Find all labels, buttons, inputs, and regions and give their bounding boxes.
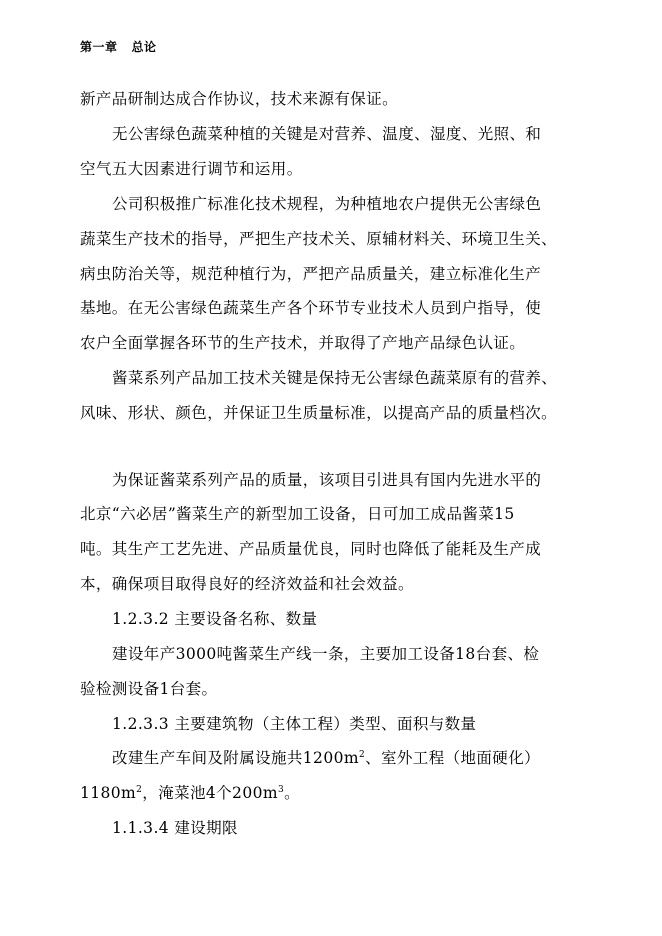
text-line: 酱菜系列产品加工技术关键是保持无公害绿色蔬菜原有的营养、 [112, 369, 558, 387]
section-heading: 1.2.3.3 主要建筑物（主体工程）类型、面积与数量 [112, 715, 477, 733]
text-line: 为保证酱菜系列产品的质量，该项目引进具有国内先进水平的 [112, 471, 542, 489]
text-line: 风味、形状、颜色，并保证卫生质量标准，以提高产品的质量档次。 [80, 404, 558, 422]
text-line: 蔬菜生产技术的指导，严把生产技术关、原辅材料关、环境卫生关、 [80, 230, 558, 248]
text-line: 基地。在无公害绿色蔬菜生产各个环节专业技术人员到户指导，使 [80, 299, 542, 317]
text-line: 农户全面掌握各环节的生产技术，并取得了产地产品绿色认证。 [80, 334, 526, 352]
superscript: 2 [136, 785, 143, 795]
text-line: 空气五大因素进行调节和运用。 [80, 160, 303, 178]
text-line: 公司积极推广标准化技术规程，为种植地农户提供无公害绿色 [112, 195, 542, 213]
text-line: 北京“六必居”酱菜生产的新型加工设备，日可加工成品酱菜15 [80, 505, 515, 523]
text-line: $1180m^2$，淹菜池4个$200m^3$。 [80, 784, 300, 802]
text-line: 本，确保项目取得良好的经济效益和社会效益。 [80, 575, 414, 593]
text-line: 无公害绿色蔬菜种植的关键是对营养、温度、湿度、光照、和 [112, 125, 542, 143]
text-line: 改建生产车间及附属设施共$1200m^2$、室外工程（地面硬化） [112, 749, 540, 767]
chapter-title: 总论 [131, 40, 157, 54]
text-line: 验检测设备1台套。 [80, 680, 218, 698]
chapter-header [80, 38, 157, 55]
text-line: 病虫防治关等，规范种植行为，严把产品质量关，建立标准化生产 [80, 265, 542, 283]
chapter-label: 第一章 [80, 40, 118, 54]
superscript: 3 [277, 785, 285, 795]
section-heading: 1.2.3.2 主要设备名称、数量 [112, 610, 318, 628]
text-line: 新产品研制达成合作协议，技术来源有保证。 [80, 90, 399, 108]
section-heading: 1.1.3.4 建设期限 [112, 819, 238, 837]
text-line: 建设年产3000吨酱菜生产线一条，主要加工设备18台套、检 [112, 645, 540, 663]
text-line: 吨。其生产工艺先进、产品质量优良，同时也降低了能耗及生产成 [80, 540, 542, 558]
superscript: 2 [358, 750, 366, 760]
